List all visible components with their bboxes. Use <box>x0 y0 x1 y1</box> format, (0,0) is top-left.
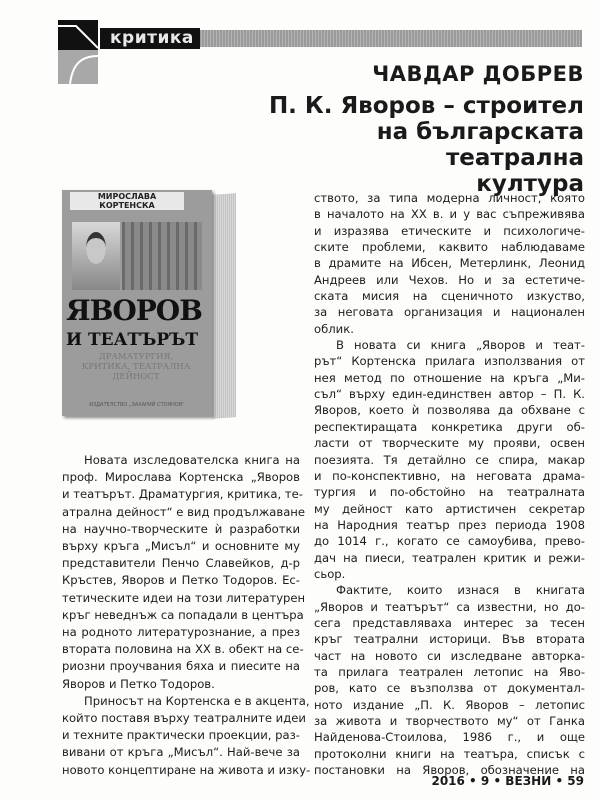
text-line: му дейност като артистичен секретар <box>314 501 585 516</box>
footer-issue: 9 <box>480 774 490 788</box>
text-line: и театърът. Драматургия, критика, те- <box>62 487 303 502</box>
article-column-right <box>314 190 585 778</box>
cover-portrait <box>72 222 120 290</box>
text-line: и техните практически проекции, раз- <box>62 728 300 743</box>
text-line: част на новото си изследване авторка- <box>314 648 585 663</box>
text-line: поезията. Тя детайлно се спира, макар <box>314 452 585 467</box>
page-number: 59 <box>567 774 584 788</box>
text-line: Кръстев, Яворов и Петко Тодоров. Ес- <box>62 573 300 588</box>
text-line: вивани от кръга „Мисъл“. Най-вече за <box>62 745 300 760</box>
text-line: за живота и творчеството му“ от Ганка <box>314 714 585 728</box>
text-line: ров, като се възползва от документал- <box>314 681 585 696</box>
text-line: представители Пенчо Славейков, д-р <box>62 556 300 571</box>
footer-separator: • <box>489 774 506 788</box>
text-line: сега представляваха интерес за тесен <box>314 615 585 630</box>
footer-separator: • <box>464 774 481 788</box>
text-line: в началото на XX в. и у вас съпреживява <box>314 207 585 222</box>
cover-publisher: ИЗДАТЕЛСТВО „ЗАХАРИЙ СТОЯНОВ“ <box>89 402 185 408</box>
text-line: кръг неведнъж са попадали в центъра <box>62 607 304 622</box>
footer-magazine: ВЕЗНИ <box>505 774 552 788</box>
cover-subtitle: ДРАМАТУРГИЯ, КРИТИКА, ТЕАТРАЛНА ДЕЙНОСТ <box>81 352 191 382</box>
book-cover-image <box>62 186 238 422</box>
text-line: ласти от творческите му прояви, освен <box>314 436 585 451</box>
text-line: та прилага театрален летопис на Яво- <box>314 664 585 679</box>
text-line: облик. <box>314 321 354 336</box>
text-line: до 1014 г., когато се самоубива, прево- <box>314 534 585 549</box>
text-line: върху кръга „Мисъл“ и основните му <box>62 539 300 554</box>
footer-year: 2016 <box>431 774 465 788</box>
text-line: Фактите, които изнася в книгата <box>336 583 585 598</box>
text-line: проф. Мирослава Кортенска „Яворов <box>62 470 300 485</box>
text-line: ската мисия на сценичното изкуство, <box>314 289 585 304</box>
section-rubric: критика <box>100 28 200 49</box>
text-line: и по-конспективно, на неговата драма- <box>314 468 585 483</box>
cover-author: МИРОСЛАВА КОРТЕНСКА <box>70 192 184 210</box>
text-line: в драмите на Ибсен, Метерлинк, Леонид <box>314 256 585 271</box>
book-pages <box>212 193 236 419</box>
text-line: дач на пиеси, театрален критик и режи- <box>314 550 585 565</box>
text-line: постановки на Яворов, обозначение на <box>314 763 585 778</box>
text-line: „Яворов и театърът“ са известни, но до- <box>314 599 585 614</box>
book-cover <box>62 190 212 416</box>
text-line: кръг театрални историци. Във втората <box>314 632 585 647</box>
text-line: на родното литературознание, а през <box>62 625 300 640</box>
text-line: и изразява етическите и психологиче- <box>314 223 585 238</box>
article-column-left <box>62 452 311 779</box>
text-line: риозни проучвания бяха и пиесите на <box>62 659 300 674</box>
text-line: ството, за типа модерна личност, която <box>314 191 585 205</box>
text-line: ното издание „П. К. Яворов – летопис <box>314 697 585 712</box>
text-line: който поставя върху театралните идеи <box>62 711 306 726</box>
text-line: сьор. <box>314 566 346 581</box>
text-line: протоколни книги на театъра, списък с <box>314 746 585 761</box>
text-line: нея метод по отношение на кръга „Ми- <box>314 370 585 385</box>
text-line: рът“ Кортенска прилага използвания от <box>314 354 585 369</box>
text-line: тургия и по-обстойно на театралната <box>314 485 585 500</box>
text-line: тетическите идеи на този литературен <box>62 590 306 605</box>
text-line: атрална дейност“ е вид продължаване <box>62 504 306 519</box>
text-line: на Народния театър през периода 1908 <box>314 517 585 532</box>
text-line: съл“ върху един-единствен автор – П. К. <box>314 387 585 402</box>
title-line: на българската театрална <box>376 119 584 171</box>
article-title <box>254 93 584 197</box>
cover-forest-image <box>122 222 202 290</box>
cover-title-2: И ТЕАТЪРЪТ <box>66 330 199 350</box>
text-line: на научно-творческите ѝ разработки <box>62 521 300 536</box>
text-line: втората половина на XX в. обект на се- <box>62 642 304 657</box>
text-line: Яворов, което ѝ позволява да обхване с <box>314 403 585 418</box>
footer-separator: • <box>551 774 568 788</box>
section-logo-icon <box>58 20 98 84</box>
cover-title: ЯВОРОВ <box>66 294 202 327</box>
text-line: Яворов и Петко Тодоров. <box>62 676 215 691</box>
article-author: ЧАВДАР ДОБРЕВ <box>372 62 584 86</box>
text-line: новото концептиране на живота и изку- <box>62 762 311 777</box>
title-line: култура <box>476 171 584 197</box>
text-line: за неговата организация и национален <box>314 305 585 320</box>
text-line: Найденова-Стоилова, 1986 г., и още <box>314 730 585 745</box>
text-line: Андреев или Чехов. Но и за естетиче- <box>314 272 585 287</box>
text-line: респектиращата конкретика други об- <box>314 419 585 434</box>
page-footer <box>431 774 584 788</box>
text-line: Новата изследователска книга на <box>84 453 300 467</box>
text-line: ските проблеми, каквито наблюдаваме <box>314 240 585 255</box>
title-line: П. К. Яворов – строител <box>268 93 584 119</box>
text-line: Приносът на Кортенска е в акцента, <box>84 693 310 708</box>
text-line: В новата си книга „Яворов и теат- <box>336 338 585 353</box>
